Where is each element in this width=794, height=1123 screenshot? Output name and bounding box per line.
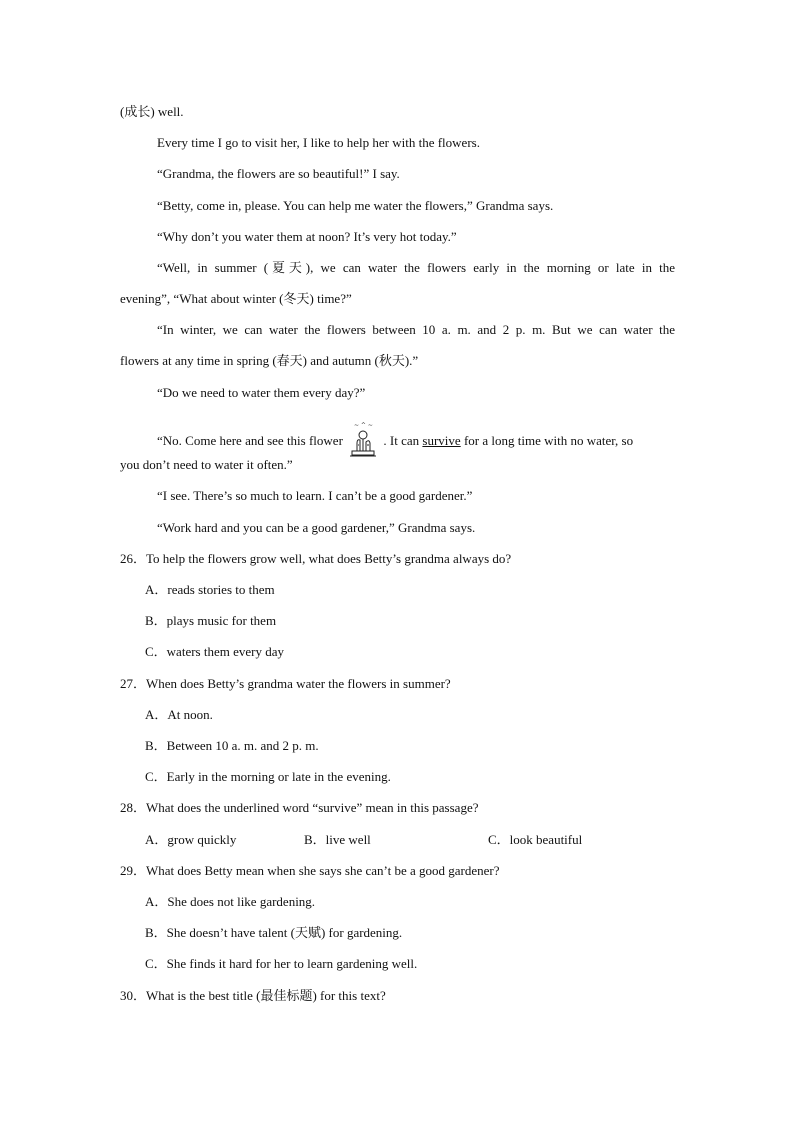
svg-text:~ ^ ~: ~ ^ ~ <box>354 422 374 429</box>
answer-option: A．At noon. <box>145 707 213 722</box>
question-text: 29．What does Betty mean when she says she can’t be a good gardener? <box>120 863 500 878</box>
passage-text: for a long time with no water, so <box>463 433 634 448</box>
passage-line: “Well, in summer (夏天), we can water the flowers early in the morning or late in the <box>157 260 675 275</box>
passage-line: “In winter, we can water the flowers between 10 a. m. and 2 p. m. But we can water the <box>157 322 675 337</box>
passage-line: “I see. There’s so much to learn. I can’t be a good gardener.” <box>157 488 473 503</box>
passage-line: evening”, “What about winter (冬天) time?” <box>120 291 352 306</box>
question-text: 30．What is the best title (最佳标题) for this text? <box>120 988 386 1003</box>
passage-line: you don’t need to water it often.” <box>120 457 293 472</box>
passage-line-with-image <box>157 421 677 457</box>
passage-line: “Grandma, the flowers are so beautiful!” I say. <box>157 166 400 181</box>
answer-option: C．She finds it hard for her to learn gardening well. <box>145 956 418 971</box>
answer-option: A．She does not like gardening. <box>145 894 316 909</box>
answer-option: A．grow quickly <box>145 832 237 847</box>
passage-line: “Do we need to water them every day?” <box>157 385 366 400</box>
underlined-word: survive <box>422 433 461 448</box>
cactus-flower-icon <box>348 421 378 457</box>
answer-option: C．waters them every day <box>145 644 284 659</box>
passage-line: “Work hard and you can be a good gardener,” Grandma says. <box>157 520 476 535</box>
answer-option: B．She doesn’t have talent (天赋) for gardening. <box>145 925 403 940</box>
passage-line: flowers at any time in spring (春天) and autumn (秋天).” <box>120 353 419 368</box>
answer-option: B．live well <box>304 832 371 847</box>
question-text: 28．What does the underlined word “survive” mean in this passage? <box>120 800 479 815</box>
passage-line: Every time I go to visit her, I like to help her with the flowers. <box>157 135 480 150</box>
answer-option: A．reads stories to them <box>145 582 275 597</box>
passage-text: “No. Come here and see this flower <box>157 433 343 448</box>
answer-option: B．Between 10 a. m. and 2 p. m. <box>145 738 319 753</box>
question-text: 27．When does Betty’s grandma water the flowers in summer? <box>120 676 451 691</box>
passage-line: “Betty, come in, please. You can help me water the flowers,” Grandma says. <box>157 198 554 213</box>
question-text: 26．To help the flowers grow well, what does Betty’s grandma always do? <box>120 551 512 566</box>
passage-line: “Why don’t you water them at noon? It’s very hot today.” <box>157 229 457 244</box>
passage-text: . It can <box>383 433 420 448</box>
answer-option: B．plays music for them <box>145 613 277 628</box>
answer-option: C．look beautiful <box>488 832 583 847</box>
answer-option: C．Early in the morning or late in the evening. <box>145 769 391 784</box>
passage-line: (成长) well. <box>120 104 184 119</box>
